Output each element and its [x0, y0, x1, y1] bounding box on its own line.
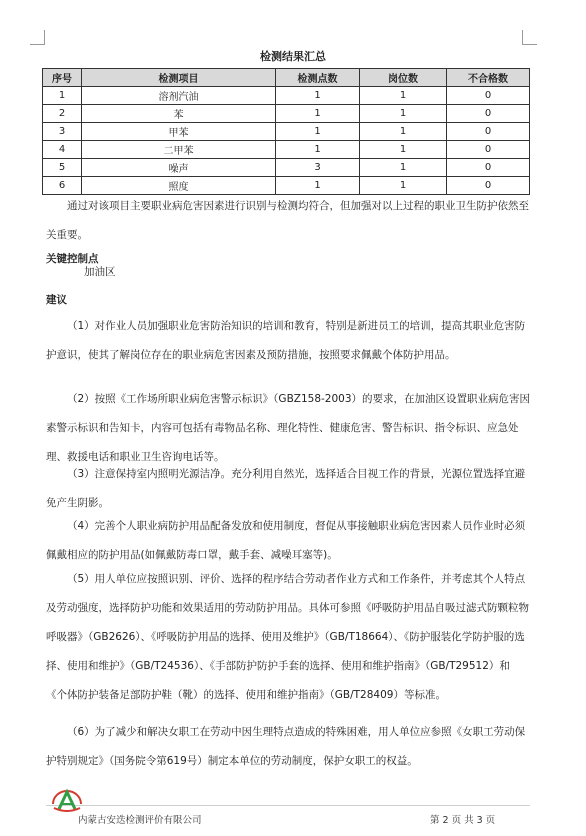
table-row — [43, 105, 530, 123]
table-cell: 1 — [360, 123, 447, 141]
table-cell: 1 — [43, 87, 82, 105]
column-header: 岗位数 — [360, 69, 447, 87]
table-cell: 1 — [360, 177, 447, 195]
table-cell: 5 — [43, 159, 82, 177]
suggestion-item-6: （6）为了减少和解决女职工在劳动中因生理特点造成的特殊困难，用人单位应参照《女职工劳动保护特别规定》（国务院令第619号）制定本单位的劳动制度，保护女职工的权益。 — [46, 726, 526, 767]
table-cell: 0 — [447, 105, 530, 123]
column-header: 序号 — [43, 69, 82, 87]
table-cell: 2 — [43, 105, 82, 123]
table-cell: 0 — [447, 141, 530, 159]
table-cell: 3 — [43, 123, 82, 141]
crop-mark-top-left — [30, 30, 45, 45]
table-cell: 0 — [447, 159, 530, 177]
table-cell: 1 — [276, 105, 360, 123]
table-cell: 1 — [360, 87, 447, 105]
table-cell: 二甲苯 — [82, 141, 276, 159]
table-row — [43, 87, 530, 105]
summary-paragraph: 通过对该项目主要职业病危害因素进行识别与检测均符合，但加强对以上过程的职业卫生防护依然至关重要。 — [46, 200, 529, 241]
page-number: 第 2 页 共 3 页 — [430, 815, 496, 826]
column-header: 不合格数 — [447, 69, 530, 87]
table-cell: 溶剂汽油 — [82, 87, 276, 105]
table-cell: 4 — [43, 141, 82, 159]
key-control-heading: 关键控制点 — [46, 253, 99, 265]
key-control-value: 加油区 — [84, 266, 116, 278]
table-row — [43, 141, 530, 159]
table-cell: 甲苯 — [82, 123, 276, 141]
suggestion-item-2: （2）按照《工作场所职业病危害警示标识》（GBZ158-2003）的要求，在加油区设置职业病危害因素警示标识和告知卡，内容可包括有毒物品名称、理化特性、健康危害、警告标识、指令标识、应急处理、救援电话和职业卫生咨询电话等。 — [46, 393, 531, 463]
table-cell: 1 — [276, 123, 360, 141]
table-cell: 1 — [276, 177, 360, 195]
table-cell: 苯 — [82, 105, 276, 123]
suggestion-item-1: （1）对作业人员加强职业危害防治知识的培训和教育，特别是新进员工的培训，提高其职业危害防护意识，使其了解岗位存在的职业病危害因素及预防措施，按照要求佩戴个体防护用品。 — [46, 320, 526, 361]
company-logo-icon — [50, 786, 84, 814]
table-row — [43, 159, 530, 177]
table-cell: 照度 — [82, 177, 276, 195]
table-cell: 1 — [276, 141, 360, 159]
column-header: 检测项目 — [82, 69, 276, 87]
table-cell: 1 — [360, 141, 447, 159]
crop-mark-top-right — [522, 30, 537, 45]
suggestion-item-4: （4）完善个人职业病防护用品配备发放和使用制度，督促从事接触职业病危害因素人员作业时必须佩戴相应的防护用品(如佩戴防毒口罩，戴手套、减噪耳塞等)。 — [46, 520, 526, 561]
suggestion-item-5: （5）用人单位应按照识别、评价、选择的程序结合劳动者作业方式和工作条件，并考虑其个人特点及劳动强度，选择防护功能和效果适用的劳动防护用品。具体可参照《呼吸防护用品自吸过滤式防颗粒物呼吸器》（GB2626）、《呼吸防护用品的选择、使用及维护》（GB/T18664）、《防护服装化学防护服的选择、使用和维护》（GB/T24536）、《手部防护防护手套的选择、使用和维护指南》（GB/T29512）和《个体防护装备足部防护鞋（靴）的选择、使用和维护指南》（GB/T28409）等标准。 — [46, 573, 529, 701]
table-cell: 1 — [360, 105, 447, 123]
table-cell: 0 — [447, 123, 530, 141]
table-cell: 6 — [43, 177, 82, 195]
table-cell: 噪声 — [82, 159, 276, 177]
company-name: 内蒙古安迭检测评价有限公司 — [78, 815, 202, 826]
suggestion-item-3: （3）注意保持室内照明光源洁净。充分利用自然光，选择适合目视工作的背景，光源位置选择宜避免产生阴影。 — [46, 468, 526, 509]
table-cell: 1 — [276, 87, 360, 105]
table-cell: 1 — [360, 159, 447, 177]
table-row — [43, 123, 530, 141]
table-cell: 0 — [447, 87, 530, 105]
column-header: 检测点数 — [276, 69, 360, 87]
suggestions-heading: 建议 — [46, 294, 67, 306]
table-header-row — [43, 69, 530, 87]
results-table — [42, 68, 530, 195]
table-title: 检测结果汇总 — [260, 50, 326, 63]
table-cell: 0 — [447, 177, 530, 195]
table-cell: 3 — [276, 159, 360, 177]
footer-divider — [46, 805, 530, 806]
